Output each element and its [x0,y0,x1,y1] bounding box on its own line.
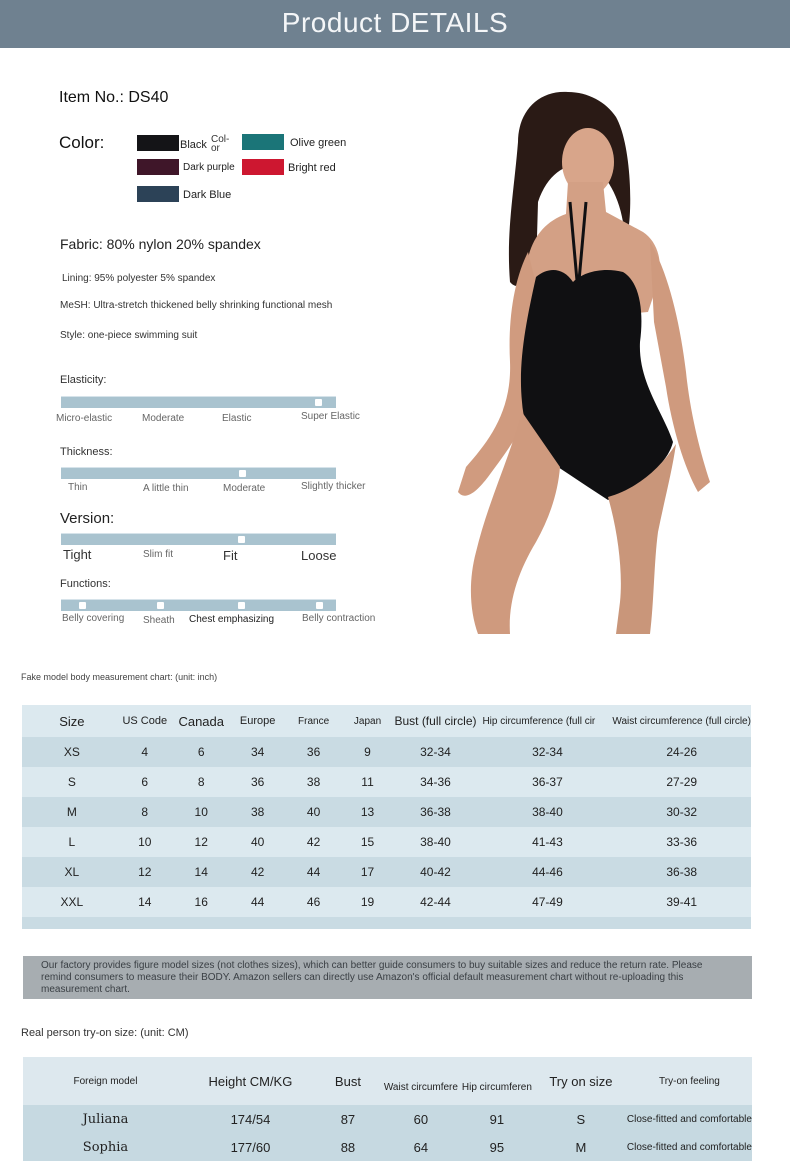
table-cell: 4 [141,745,149,759]
table-row [22,767,751,797]
swatch-bright-red [242,159,284,175]
table-cell: M [575,1139,587,1155]
elasticity-option: Super Elastic [301,411,360,422]
item-number: Item No.: DS40 [59,89,169,106]
table-cell: 33-36 [666,835,698,849]
swatch-label-black: Black [180,139,207,151]
functions-option: Sheath [143,615,175,626]
functions-marker [238,602,245,609]
column-header: Europe [239,715,276,727]
table-cell: 40 [306,805,321,819]
tryon-header-row [23,1057,752,1105]
table-cell: Juliana [82,1111,129,1127]
swatch-label-dark-blue: Dark Blue [183,189,232,201]
style-spec: Style: one-piece swimming suit [60,330,198,341]
table-cell: 6 [141,775,149,789]
functions-scale [61,599,336,611]
table-cell: 14 [194,865,208,879]
table-cell: 12 [194,835,208,849]
column-header: Foreign model [73,1075,138,1087]
table-cell: S [576,1111,586,1127]
column-header: Bust (full circle) [394,714,477,728]
fabric-spec: Fabric: 80% nylon 20% spandex [60,236,261,252]
column-header: France [298,715,330,727]
table-cell: 42-44 [420,895,451,909]
column-header: Hip circumference (full cir [482,715,596,727]
model-photo [418,82,718,634]
elasticity-marker [315,399,322,406]
table-cell: 15 [360,835,375,849]
page-header [0,0,790,48]
table-cell: Sophia [82,1139,129,1155]
mesh-spec: MeSH: Ultra-stretch thickened belly shrinking functional mesh [60,300,333,311]
version-option: Tight [63,547,92,562]
table-cell: 38-40 [420,835,451,849]
table-cell: 34-36 [420,775,451,789]
table-cell: 91 [489,1111,505,1127]
elasticity-label: Elasticity: [60,374,107,386]
table-cell: 46 [306,895,321,909]
thickness-marker [239,470,246,477]
table-cell: 10 [194,805,208,819]
table-cell: XXL [60,895,84,909]
tryon-caption: Real person try-on size: (unit: CM) [21,1027,189,1039]
column-header: Try-on feeling [659,1075,720,1087]
table-row-spacer [22,917,751,929]
functions-option: Belly contraction [302,613,376,624]
table-cell: XS [63,745,80,759]
table-cell: 36-37 [532,775,563,789]
version-option: Loose [301,548,337,563]
table-cell: XL [64,865,80,879]
size-chart-table [22,705,751,929]
column-header: Height CM/KG [208,1073,293,1089]
tryon-table [23,1057,752,1161]
elasticity-option: Micro-elastic [56,413,113,424]
swatch-label-dark-purple: Dark purple [183,162,235,173]
table-cell: Close-fitted and comfortable [626,1113,752,1125]
table-row [23,1105,752,1133]
table-cell: M [66,805,77,819]
table-cell: 36-38 [666,865,698,879]
table-cell: 11 [361,775,374,789]
table-cell: 40-42 [420,865,451,879]
table-cell: 40 [250,835,265,849]
table-cell: 64 [413,1139,429,1155]
table-cell: 10 [138,835,152,849]
version-label: Version: [60,510,115,527]
thickness-label: Thickness: [60,446,113,458]
table-cell: 44 [250,895,265,909]
table-cell: 36-38 [420,805,451,819]
size-notice: Our factory provides figure model sizes (not clothes sizes), which can better guide consumers to buy suitable sizes and reduce the return rate. Please remind consumers to measure their BODY. Amazon sellers can directly use Amazon's official default measurement chart without re-uploading this measurement chart. [23,956,752,999]
swatch-olive-green [242,134,284,150]
functions-option: Belly covering [62,613,125,624]
table-cell: 36 [306,745,321,759]
table-cell: 174/54 [230,1111,271,1127]
lining-spec: Lining: 95% polyester 5% spandex [62,273,216,284]
table-cell: 39-41 [666,895,698,909]
table-row [22,737,751,767]
table-cell: 14 [138,895,152,909]
table-cell: 38-40 [532,805,563,819]
table-cell: 16 [194,895,208,909]
table-cell: 60 [413,1111,429,1127]
table-cell: 36 [250,775,265,789]
table-cell: 47-49 [532,895,563,909]
elasticity-option: Moderate [142,413,185,424]
size-chart-caption: Fake model body measurement chart: (unit: inch) [21,672,218,682]
thickness-scale [61,467,336,479]
table-cell: 34 [250,745,265,759]
functions-marker [157,602,164,609]
page-title: Product DETAILS [281,7,509,38]
table-cell: L [68,835,76,849]
table-cell: 88 [340,1139,356,1155]
table-cell: 44 [306,865,321,879]
table-row [22,797,751,827]
table-cell: 32-34 [532,745,563,759]
version-marker [238,536,245,543]
table-cell: 95 [489,1139,505,1155]
table-cell: 38 [306,775,321,789]
column-header: Waist circumfere [383,1081,458,1093]
table-cell: 87 [340,1111,356,1127]
table-cell: 44-46 [532,865,563,879]
table-cell: 30-32 [666,805,698,819]
table-cell: 6 [197,745,205,759]
column-header: Try on size [549,1073,613,1089]
table-cell: 24-26 [666,745,698,759]
column-header: Japan [353,715,382,727]
column-header: Waist circumference (full circle) [612,715,751,727]
functions-marker [79,602,86,609]
elasticity-option: Elastic [222,413,252,424]
table-cell: S [67,775,76,789]
table-cell: 8 [197,775,205,789]
table-cell: Close-fitted and comfortable [626,1141,752,1153]
column-header: Size [59,713,85,729]
table-cell: 12 [138,865,152,879]
column-header: Bust [334,1073,361,1089]
table-cell: 41-43 [532,835,563,849]
table-cell: 27-29 [666,775,698,789]
column-header: Hip circumferen [461,1081,532,1093]
version-scale [61,533,336,545]
swatch-label-bright-red: Bright red [288,162,336,174]
table-row [23,1133,752,1161]
version-option: Slim fit [143,549,173,560]
thickness-option: Moderate [223,483,266,494]
color-label: Color: [59,133,105,152]
table-row [22,827,751,857]
table-cell: 17 [360,865,375,879]
elasticity-scale [61,396,336,408]
swatch-black [137,135,179,151]
table-cell: 42 [306,835,321,849]
thickness-option: A little thin [143,483,189,494]
functions-option: Chest emphasizing [189,614,275,625]
table-cell: 8 [141,805,149,819]
column-header: Canada [178,713,224,729]
table-row [22,857,751,887]
version-option: Fit [223,548,238,563]
swatch-label-olive-green: Olive green [290,137,347,149]
functions-marker [316,602,323,609]
table-cell: 9 [364,745,371,759]
color-header: Col- or [211,134,230,154]
table-cell: 13 [360,805,375,819]
table-cell: 38 [250,805,265,819]
swatch-dark-blue [137,186,179,202]
table-cell: 177/60 [230,1139,271,1155]
functions-label: Functions: [60,578,111,590]
swatch-dark-purple [137,159,179,175]
thickness-option: Slightly thicker [301,481,366,492]
thickness-option: Thin [68,482,88,493]
table-row [22,887,751,917]
table-cell: 42 [250,865,265,879]
table-cell: 19 [360,895,375,909]
size-chart-header-row [22,705,751,737]
column-header: US Code [122,715,168,727]
table-cell: 32-34 [420,745,451,759]
